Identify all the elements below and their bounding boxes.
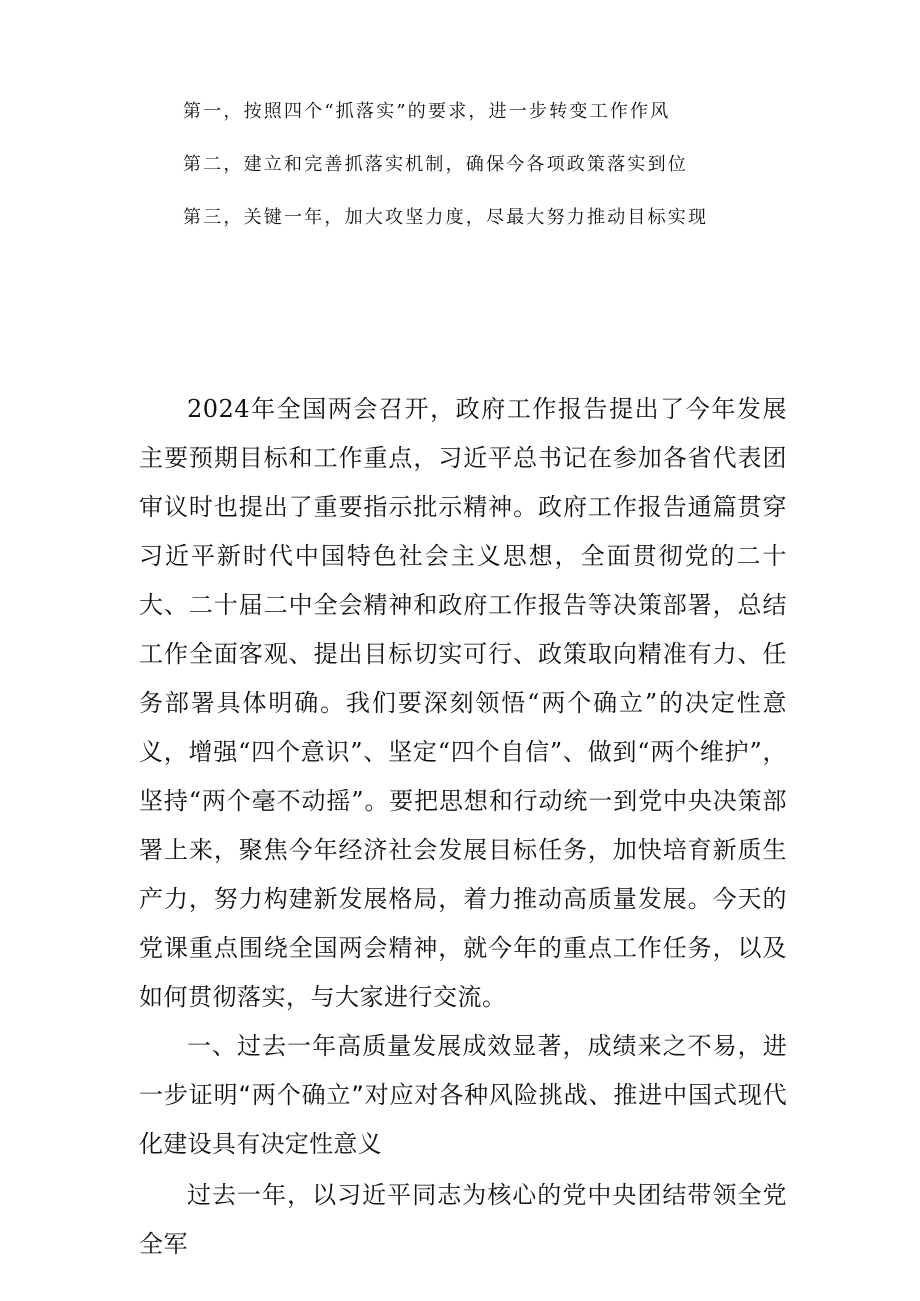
- section-heading-1: 一、过去一年高质量发展成效显著，成绩来之不易，进一步证明“两个确立”对应对各种风险挑战、推进中国式现代化建设具有决定性意义: [139, 1032, 787, 1158]
- outline-list: [183, 98, 823, 257]
- section-paragraph-1: 过去一年，以习近平同志为核心的党中央团结带领全党全军: [139, 1181, 787, 1258]
- outline-item-2: 第二，建立和完善抓落实机制，确保今各项政策落实到位: [183, 154, 688, 175]
- document-body: [139, 385, 787, 1269]
- outline-item-3: 第三，关键一年，加大攻坚力度，尽最大努力推动目标实现: [183, 207, 709, 228]
- intro-paragraph: 2024年全国两会召开，政府工作报告提出了今年发展主要预期目标和工作重点，习近平总书记在参加各省代表团审议时也提出了重要指示批示精神。政府工作报告通篇贯穿习近平新时代中国特色社会主义思想，全面贯彻党的二十大、二十届二中全会精神和政府工作报告等决策部署，总结工作全面客观、提出目标切实可行、政策取向精准有力、任务部署具体明确。我们要深刻领悟“两个确立”的决定性意义，增强“四个意识”、坚定“四个自信”、做到“两个维护”，坚持“两个毫不动摇”。要把思想和行动统一到党中央决策部署上来，聚焦今年经济社会发展目标任务，加快培育新质生产力，努力构建新发展格局，着力推动高质量发展。今天的党课重点围绕全国两会精神，就今年的重点工作任务，以及如何贯彻落实，与大家进行交流。: [139, 395, 787, 1011]
- outline-item-1: 第一，按照四个“抓落实”的要求，进一步转变工作作风: [183, 101, 671, 122]
